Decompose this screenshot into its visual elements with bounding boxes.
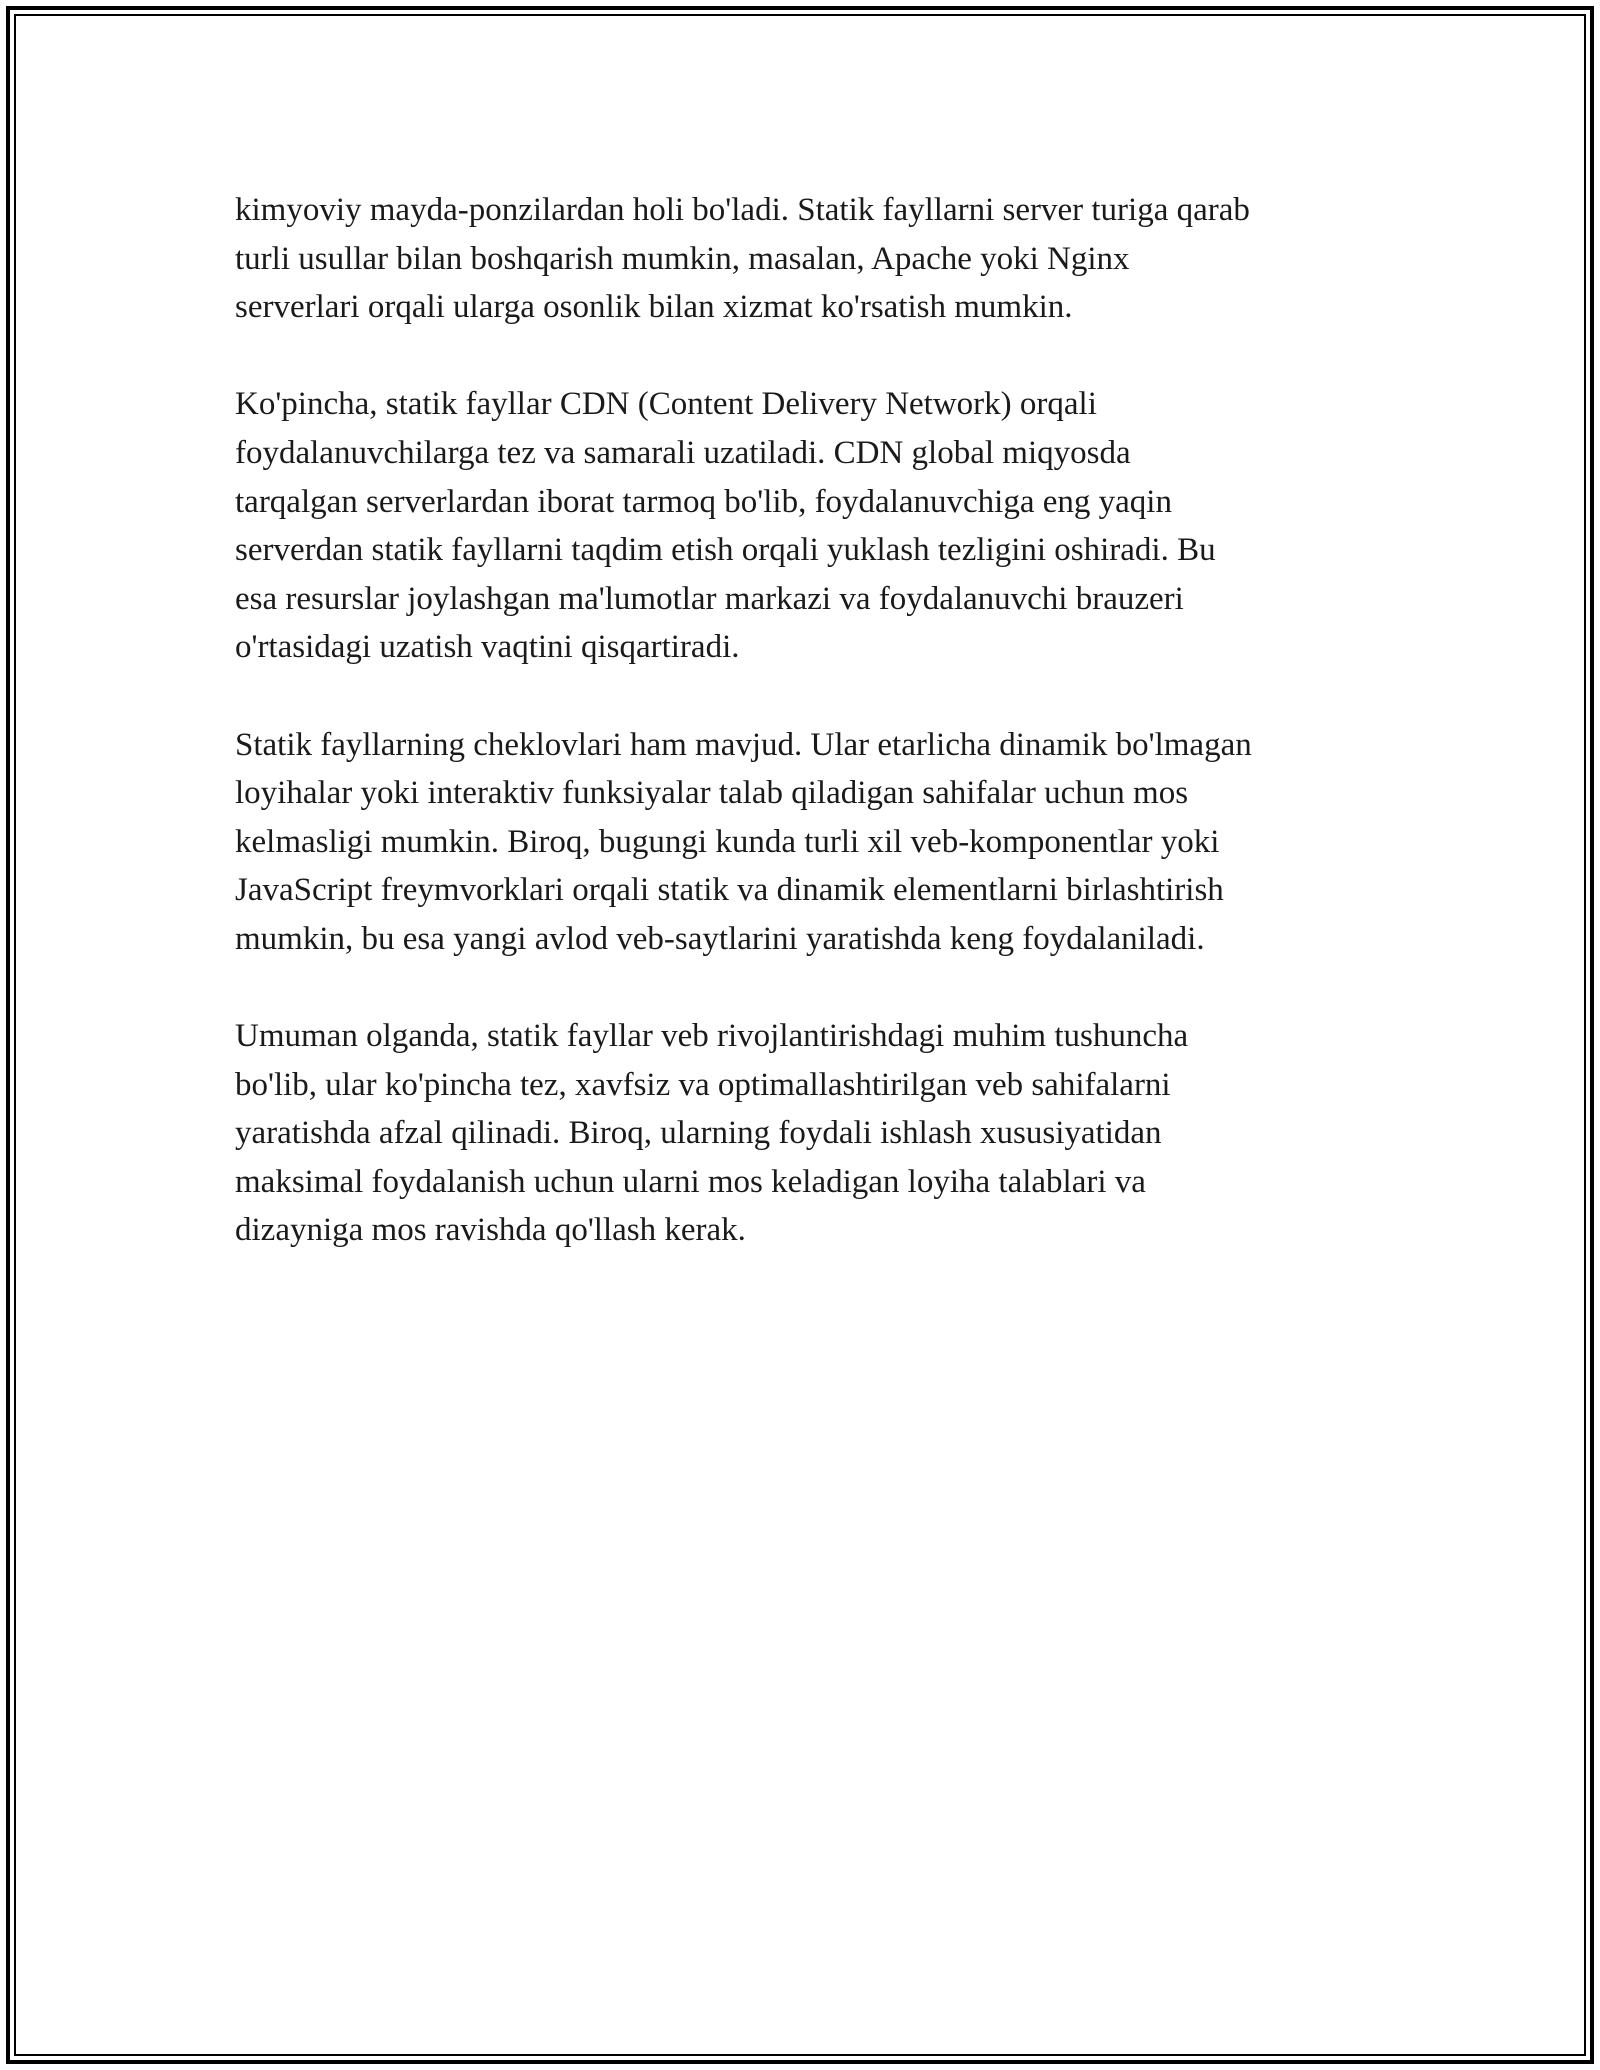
text-line: o'rtasidagi uzatish vaqtini qisqartiradi. [235,629,740,666]
document-body [235,186,1375,1304]
text-line: foydalanuvchilarga tez va samarali uzatiladi. CDN global miqyosda [235,434,1131,471]
text-line: mumkin, bu esa yangi avlod veb-saytlarini yaratishda keng foydalaniladi. [235,920,1205,957]
text-line: kimyoviy mayda-ponzilardan holi bo'ladi. Statik fayllarni server turiga qarab [235,192,1250,228]
text-line: loyihalar yoki interaktiv funksiyalar talab qiladigan sahifalar uchun mos [235,775,1189,812]
paragraph-4 [235,1012,1375,1255]
text-line: dizayniga mos ravishda qo'llash kerak. [235,1212,746,1249]
text-line: maksimal foydalanish uchun ularni mos keladigan loyiha talablari va [235,1163,1146,1200]
text-line: kelmasligi mumkin. Biroq, bugungi kunda turli xil veb-komponentlar yoki [235,823,1220,860]
text-line: JavaScript freymvorklari orqali statik va dinamik elementlarni birlashtirish [235,872,1224,909]
text-line: serverlari orqali ularga osonlik bilan xizmat ko'rsatish mumkin. [235,289,1073,326]
text-line: Ko'pincha, statik fayllar CDN (Content Delivery Network) orqali [235,386,1097,423]
text-line: tarqalgan serverlardan iborat tarmoq bo'lib, foydalanuvchiga eng yaqin [235,483,1172,520]
text-line: yaratishda afzal qilinadi. Biroq, ularning foydali ishlash xususiyatidan [235,1115,1162,1152]
text-line: turli usullar bilan boshqarish mumkin, masalan, Apache yoki Nginx [235,240,1130,277]
text-line: bo'lib, ular ko'pincha tez, xavfsiz va optimallashtirilgan veb sahifalarni [235,1066,1171,1103]
text-line: Statik fayllarning cheklovlari ham mavjud. Ular etarlicha dinamik bo'lmagan [235,726,1252,763]
text-line: serverdan statik fayllarni taqdim etish orqali yuklash tezligini oshiradi. Bu [235,532,1216,569]
text-line: esa resurslar joylashgan ma'lumotlar markazi va foydalanuvchi brauzeri [235,580,1184,617]
paragraph-2 [235,380,1375,672]
text-line: Umuman olganda, statik fayllar veb rivojlantirishdagi muhim tushuncha [235,1018,1189,1055]
paragraph-3 [235,721,1375,964]
paragraph-1 [235,186,1375,332]
